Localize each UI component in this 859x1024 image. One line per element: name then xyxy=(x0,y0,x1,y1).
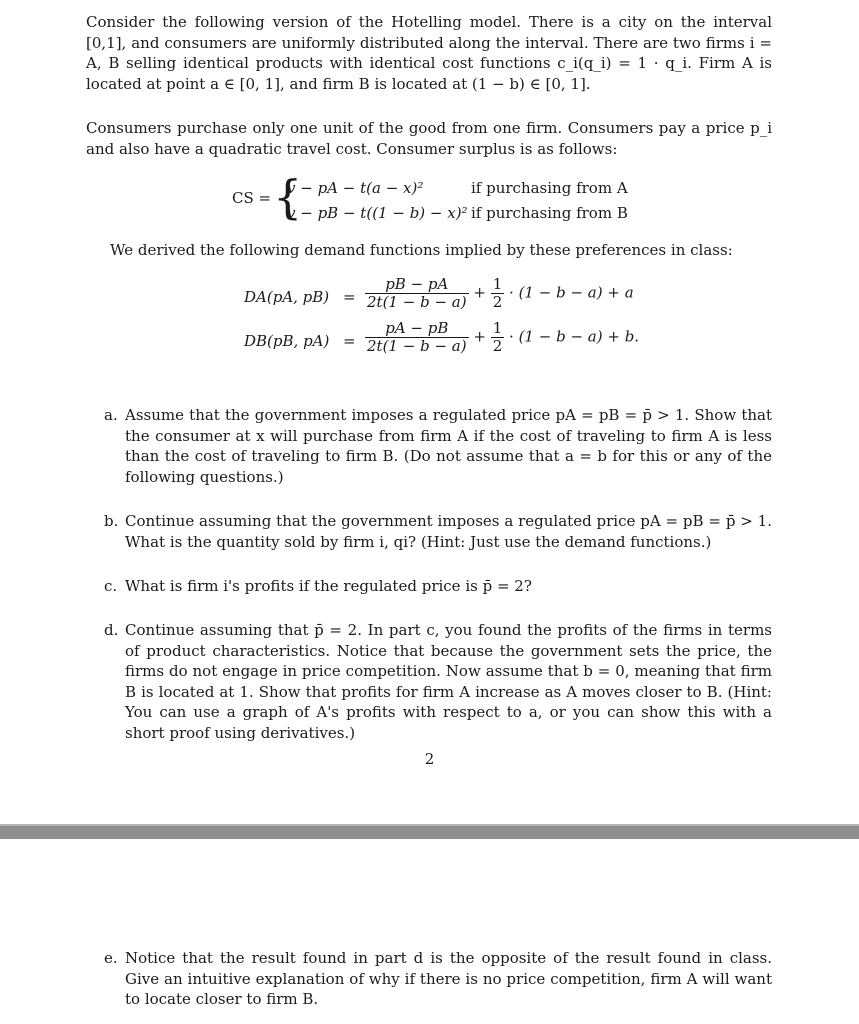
question-e-text: Notice that the result found in part d is the opposite of the result found in class. Give an intuitive explanation of why if there is no price competition, firm A will want to locate closer to firm B. xyxy=(125,949,772,1008)
demand-a-plus: + xyxy=(473,283,486,302)
demand-a-tail: · (1 − b − a) + a xyxy=(509,283,634,302)
page-break-divider xyxy=(0,826,859,839)
question-e xyxy=(104,948,772,1010)
demand-a-denominator: 2t(1 − b − a) xyxy=(367,293,467,311)
demand-b-fraction xyxy=(365,320,469,355)
cs-lhs: CS = xyxy=(232,189,272,207)
demand-b-plus: + xyxy=(473,327,486,346)
intro-paragraph-2: Consumers purchase only one unit of the good from one firm. Consumers pay a price p_i and also have a quadratic travel cost. Consumer surplus is as follows: xyxy=(86,119,772,158)
demand-b-rhs xyxy=(365,320,639,355)
demand-a-eq: = xyxy=(343,288,356,306)
question-c-label: c. xyxy=(104,577,118,595)
question-d-label: d. xyxy=(104,621,119,639)
demand-a-rhs xyxy=(365,276,634,311)
question-e-label: e. xyxy=(104,949,118,967)
cs-case2-cond: if purchasing from B xyxy=(471,204,628,222)
demand-b-numerator: pA − pB xyxy=(365,320,469,338)
demand-b-denominator: 2t(1 − b − a) xyxy=(367,337,467,355)
question-b xyxy=(104,511,772,552)
cs-case2-expr: v − pB − t((1 − b) − x)² xyxy=(287,204,468,222)
question-c-text: What is firm i's profits if the regulated price is p̄ = 2? xyxy=(125,577,532,595)
demand-b-half-num: 1 xyxy=(492,319,503,337)
cs-case1-cond: if purchasing from A xyxy=(471,179,628,197)
question-c xyxy=(104,576,772,597)
question-d xyxy=(104,620,772,743)
demand-a-numerator: pB − pA xyxy=(365,276,469,294)
demand-a-half-num: 1 xyxy=(492,275,503,293)
demand-intro: We derived the following demand functions implied by these preferences in class: xyxy=(110,241,733,259)
demand-b-tail: · (1 − b − a) + b. xyxy=(509,327,640,346)
cs-brace: { xyxy=(273,170,303,224)
question-a xyxy=(104,405,772,487)
question-d-text: Continue assuming that p̄ = 2. In part c, you found the profits of the firms in terms of product characteristics. Notice that because the government sets the price, the firms do not engage in price competition. Now assume that b = 0, meaning that firm B is located at 1. Show that profits for firm A increase as A moves closer to B. (Hint: You can use a graph of A's profits with respect to a, or you can show this with a short proof using derivatives.) xyxy=(125,621,772,742)
question-b-text: Continue assuming that the government imposes a regulated price pA = pB = p̄ > 1. What is the quantity sold by firm i, qi? (Hint: Just use the demand functions.) xyxy=(125,512,772,551)
intro-paragraph-1: Consider the following version of the Hotelling model. There is a city on the interval [0,1], and consumers are uniformly distributed along the interval. There are two firms i = A, B selling identical products with identical cost functions c_i(q_i) = 1 · q_i. Firm A is located at point a ∈ [0, 1], and firm B is located at (1 − b) ∈ [0, 1]. xyxy=(86,13,772,93)
demand-a-lhs: DA(pA, pB) xyxy=(244,288,330,306)
page-number: 2 xyxy=(424,750,435,768)
question-a-text: Assume that the government imposes a regulated price pA = pB = p̄ > 1. Show that the consumer at x will purchase from firm A if the cost of traveling to firm A is less than the cost of traveling to firm B. (Do not assume that a = b for this or any of the following questions.) xyxy=(125,406,772,486)
question-a-label: a. xyxy=(104,406,118,424)
demand-b-half-den: 2 xyxy=(492,337,503,355)
demand-b-half xyxy=(491,320,505,355)
demand-a-fraction xyxy=(365,276,469,311)
demand-b-eq: = xyxy=(343,332,356,350)
demand-a-half xyxy=(491,276,505,311)
cs-case1-expr: v − pA − t(a − x)² xyxy=(287,179,424,197)
question-b-label: b. xyxy=(104,512,119,530)
demand-b-lhs: DB(pB, pA) xyxy=(244,332,330,350)
demand-a-half-den: 2 xyxy=(492,293,503,311)
